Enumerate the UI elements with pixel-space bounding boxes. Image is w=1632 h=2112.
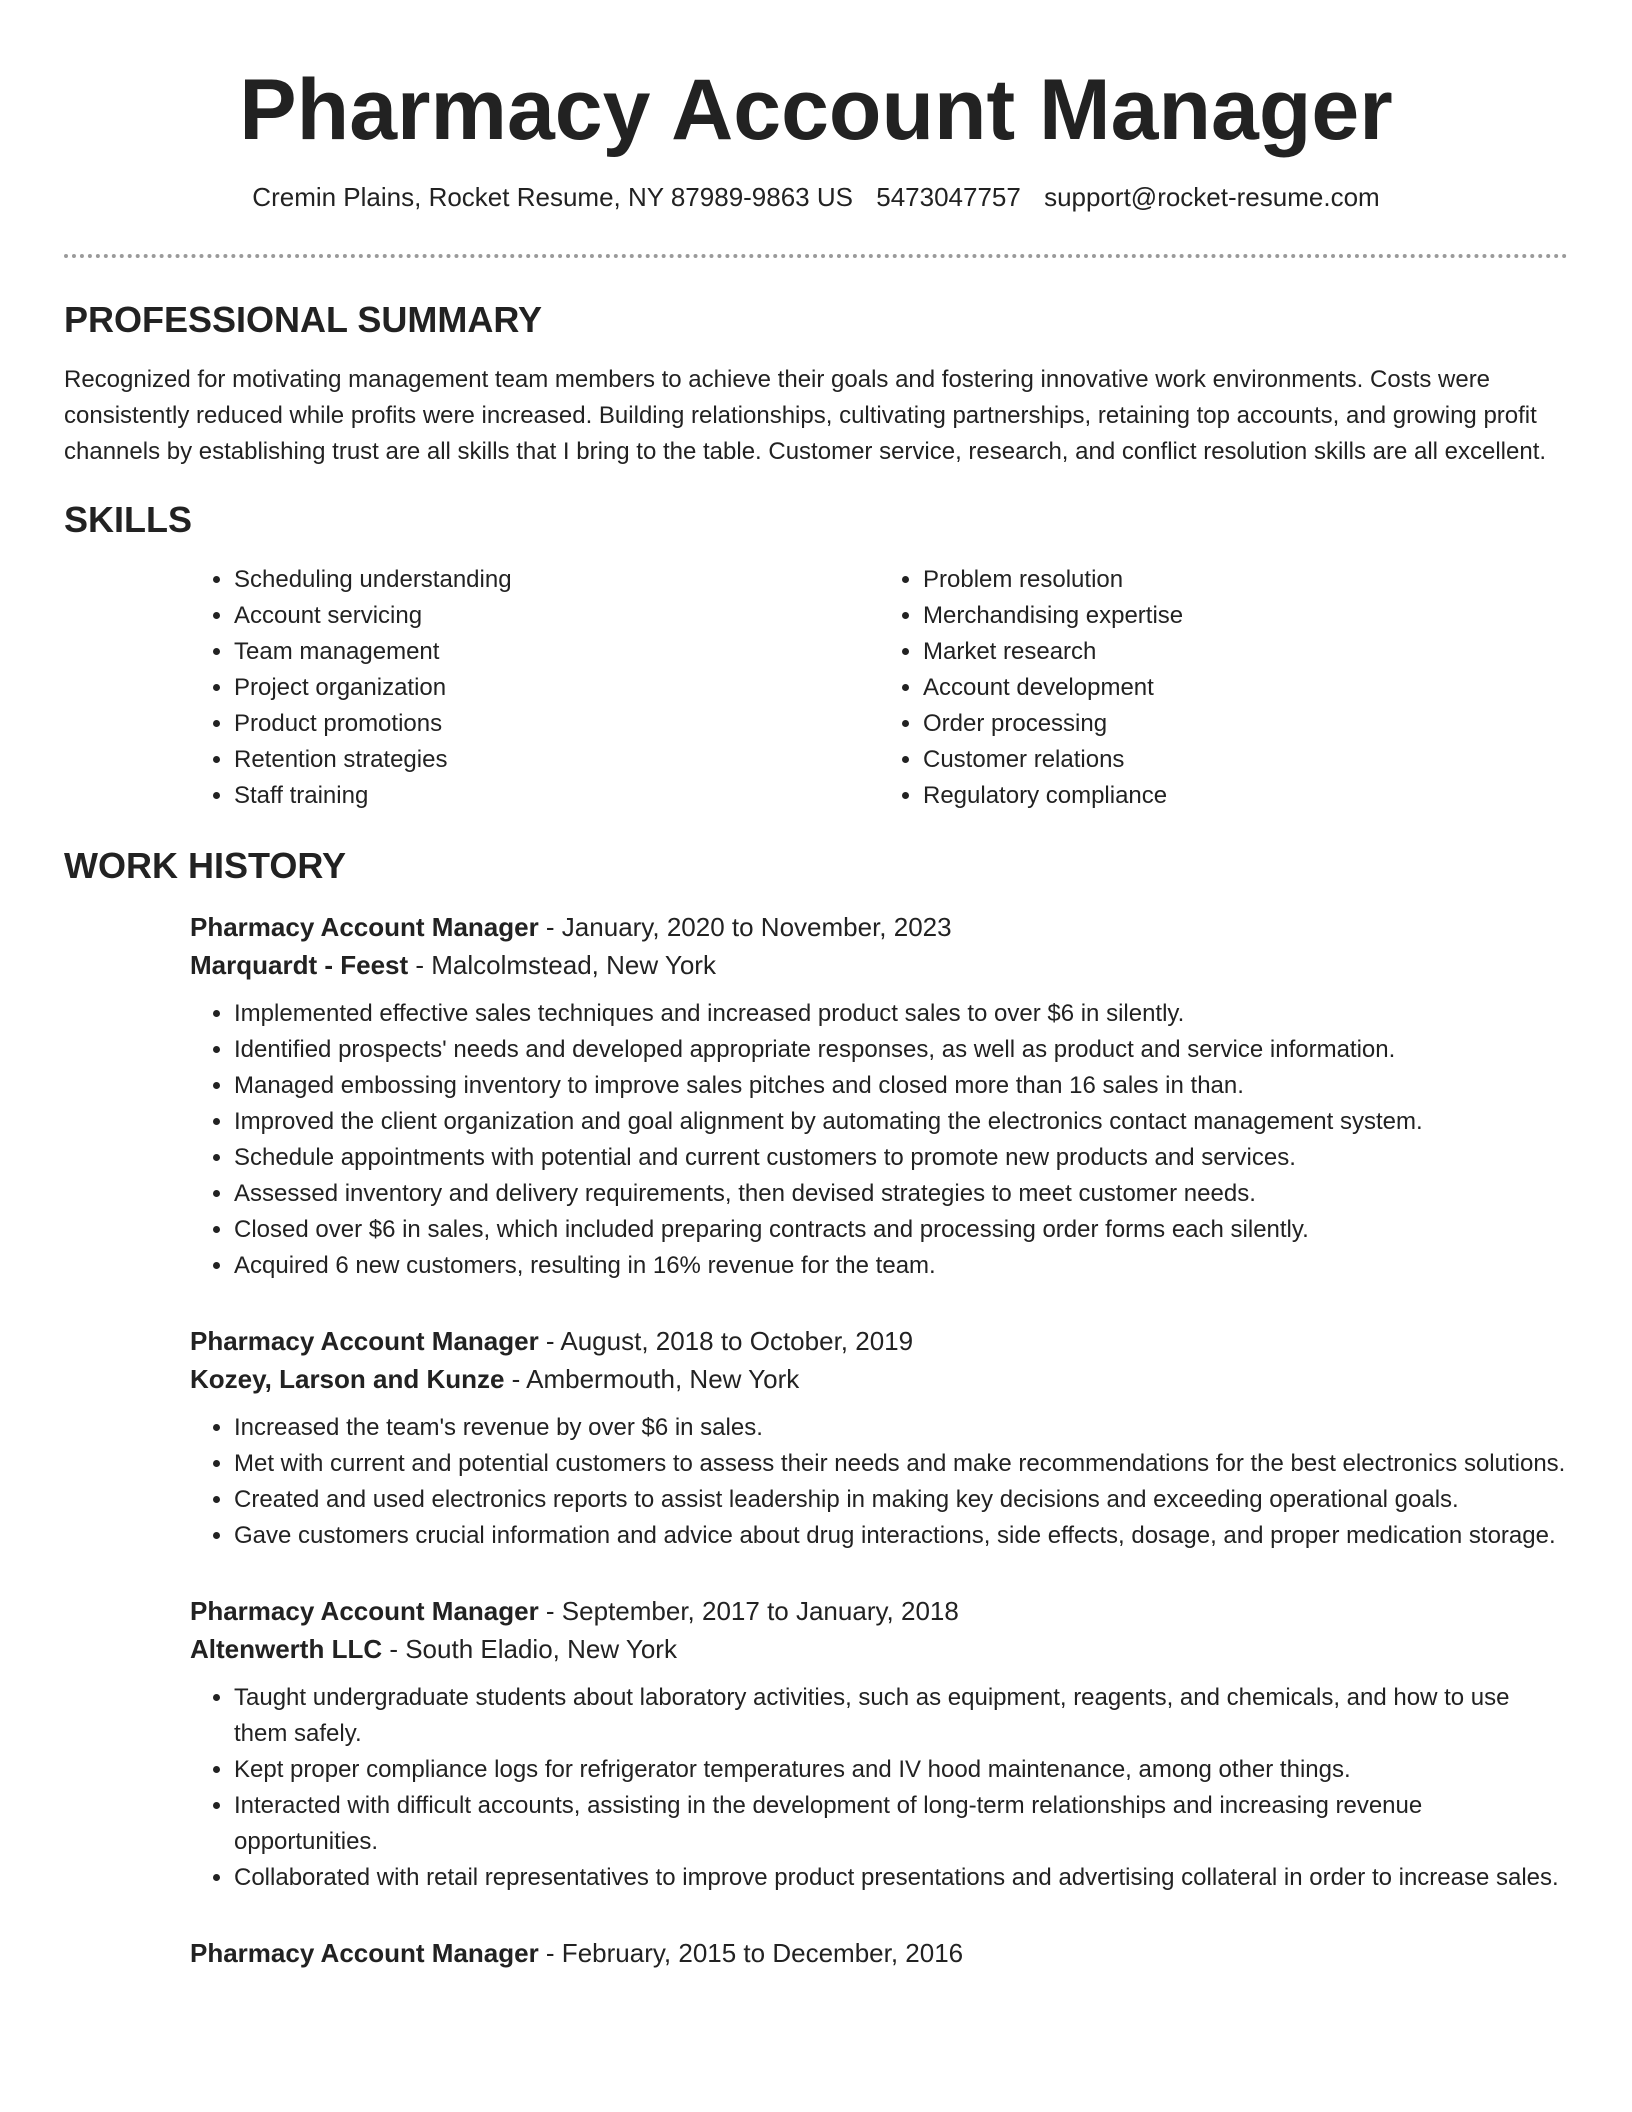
skills-section xyxy=(64,498,1568,814)
job-bullet: • Collaborated with retail representatives to improve product presentations and advertising collateral in order to increase sales. xyxy=(234,1860,1568,1896)
job-bullet: • Closed over $6 in sales, which included preparing contracts and processing order forms each silently. xyxy=(234,1212,1568,1248)
skill-item: • Scheduling understanding xyxy=(234,562,879,598)
skill-item: • Team management xyxy=(234,634,879,670)
job-bullets xyxy=(190,1680,1568,1896)
job-title: Pharmacy Account Manager xyxy=(190,912,539,942)
job-company-line xyxy=(190,1630,1568,1668)
job-bullet: • Implemented effective sales techniques and increased product sales to over $6 in silently. xyxy=(234,996,1568,1032)
header-divider xyxy=(64,254,1568,258)
job-title: Pharmacy Account Manager xyxy=(190,1938,539,1968)
resume-title: Pharmacy Account Manager xyxy=(239,62,1393,158)
job-company-line xyxy=(190,1360,1568,1398)
job-bullet: • Improved the client organization and goal alignment by automating the electronics contact management system. xyxy=(234,1104,1568,1140)
job-company: Marquardt - Feest xyxy=(190,950,409,980)
job-bullet: • Identified prospects' needs and developed appropriate responses, as well as product and service information. xyxy=(234,1032,1568,1068)
job-entry xyxy=(190,1934,1568,1972)
job-bullet: • Kept proper compliance logs for refrigerator temperatures and IV hood maintenance, among other things. xyxy=(234,1752,1568,1788)
contact-address: Cremin Plains, Rocket Resume, NY 87989-9863 US xyxy=(252,182,853,212)
job-bullet: • Created and used electronics reports to assist leadership in making key decisions and exceeding operational goals. xyxy=(234,1482,1568,1518)
skill-item: • Order processing xyxy=(923,706,1568,742)
contact-info xyxy=(64,180,1568,214)
summary-section xyxy=(64,298,1568,470)
skill-item: • Market research xyxy=(923,634,1568,670)
job-company: Kozey, Larson and Kunze xyxy=(190,1364,505,1394)
skill-item: • Retention strategies xyxy=(234,742,879,778)
skill-item: • Account servicing xyxy=(234,598,879,634)
skill-item: • Regulatory compliance xyxy=(923,778,1568,814)
job-entry xyxy=(190,908,1568,1284)
work-history-section xyxy=(64,844,1568,1972)
work-history-heading: WORK HISTORY xyxy=(64,845,347,886)
job-dates: - September, 2017 to January, 2018 xyxy=(538,1596,959,1626)
resume-page xyxy=(64,0,1568,2010)
job-title-line xyxy=(190,1322,1568,1360)
job-company-line xyxy=(190,946,1568,984)
skills-heading: SKILLS xyxy=(64,499,193,540)
job-company: Altenwerth LLC xyxy=(190,1634,383,1664)
job-bullet: • Assessed inventory and delivery requirements, then devised strategies to meet customer needs. xyxy=(234,1176,1568,1212)
skill-item: • Staff training xyxy=(234,778,879,814)
summary-heading: PROFESSIONAL SUMMARY xyxy=(64,299,543,340)
skills-left-list xyxy=(190,562,879,814)
job-bullet: • Taught undergraduate students about laboratory activities, such as equipment, reagents, and chemicals, and how to use them safely. xyxy=(234,1680,1568,1752)
job-bullet: • Gave customers crucial information and advice about drug interactions, side effects, dosage, and proper medication storage. xyxy=(234,1518,1568,1554)
job-location: - Malcolmstead, New York xyxy=(408,950,716,980)
job-title: Pharmacy Account Manager xyxy=(190,1596,539,1626)
job-dates: - January, 2020 to November, 2023 xyxy=(538,912,952,942)
job-bullets xyxy=(190,1410,1568,1554)
skill-item: • Project organization xyxy=(234,670,879,706)
contact-phone: 5473047757 xyxy=(876,182,1021,212)
job-title-line xyxy=(190,1592,1568,1630)
skill-item: • Customer relations xyxy=(923,742,1568,778)
job-entry xyxy=(190,1592,1568,1896)
job-title: Pharmacy Account Manager xyxy=(190,1326,539,1356)
summary-text: Recognized for motivating management team members to achieve their goals and fostering innovative work environments. Costs were consistently reduced while profits were increased. Building relationships, cultivating partnerships, retaining top accounts, and growing profit channels by establishing trust are all skills that I bring to the table. Customer service, research, and conflict resolution skills are all excellent. xyxy=(64,366,1547,465)
job-bullet: • Interacted with difficult accounts, assisting in the development of long-term relationships and increasing revenue opportunities. xyxy=(234,1788,1568,1860)
skill-item: • Product promotions xyxy=(234,706,879,742)
skill-item: • Problem resolution xyxy=(923,562,1568,598)
job-bullet: • Managed embossing inventory to improve sales pitches and closed more than 16 sales in than. xyxy=(234,1068,1568,1104)
job-dates: - February, 2015 to December, 2016 xyxy=(538,1938,964,1968)
skills-columns xyxy=(190,562,1568,814)
job-bullet: • Schedule appointments with potential and current customers to promote new products and services. xyxy=(234,1140,1568,1176)
skill-item: • Merchandising expertise xyxy=(923,598,1568,634)
skills-right-list xyxy=(879,562,1568,814)
job-bullets xyxy=(190,996,1568,1284)
job-title-line xyxy=(190,1934,1568,1972)
job-entry xyxy=(190,1322,1568,1554)
contact-email: support@rocket-resume.com xyxy=(1044,182,1380,212)
job-location: - Ambermouth, New York xyxy=(504,1364,800,1394)
job-location: - South Eladio, New York xyxy=(382,1634,677,1664)
job-bullet: • Acquired 6 new customers, resulting in 16% revenue for the team. xyxy=(234,1248,1568,1284)
job-title-line xyxy=(190,908,1568,946)
job-dates: - August, 2018 to October, 2019 xyxy=(538,1326,914,1356)
skill-item: • Account development xyxy=(923,670,1568,706)
job-bullet: • Increased the team's revenue by over $6 in sales. xyxy=(234,1410,1568,1446)
job-bullet: • Met with current and potential customers to assess their needs and make recommendations for the best electronics solutions. xyxy=(234,1446,1568,1482)
